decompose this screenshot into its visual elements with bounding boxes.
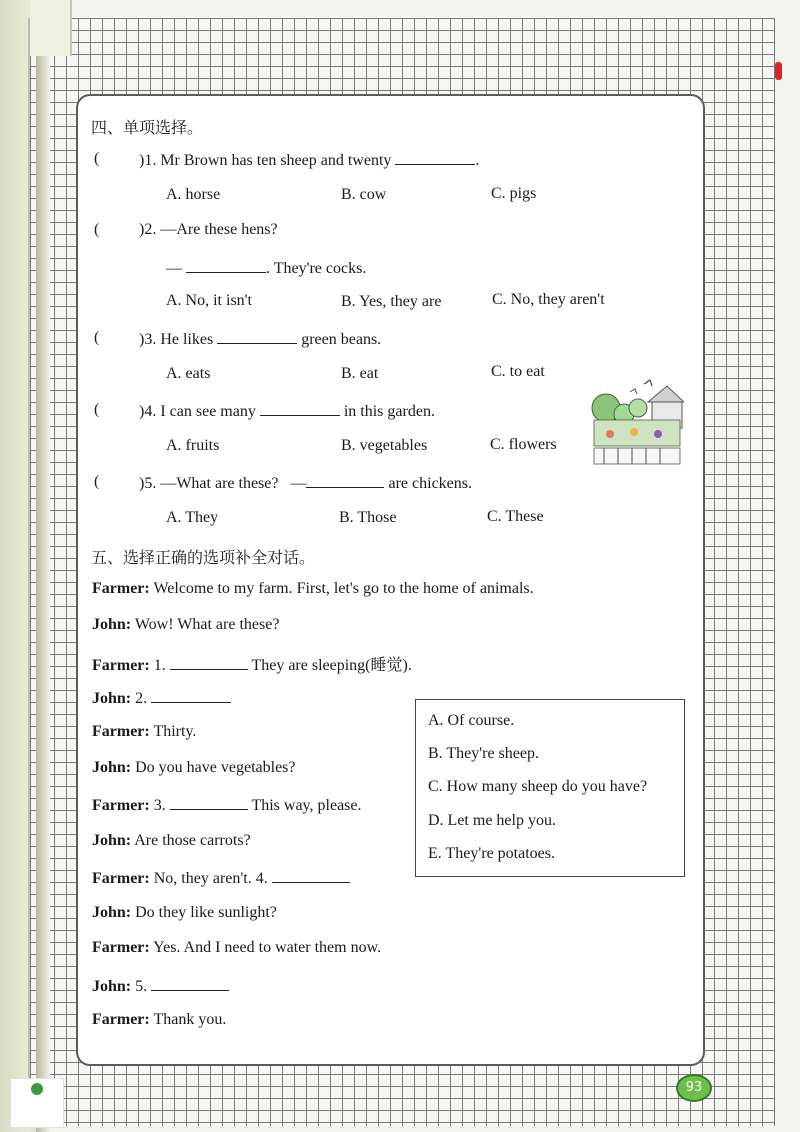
q3-option-a[interactable]: A. eats: [166, 365, 211, 382]
q2-option-a[interactable]: A. No, it isn't: [166, 292, 252, 309]
dialog-line-13: [92, 1011, 226, 1029]
garden-illustration: [590, 378, 684, 468]
section5-title: 五、选择正确的选项补全对话。: [91, 548, 316, 567]
q2-tail: . They're cocks.: [266, 260, 367, 277]
q3-option-c[interactable]: C. to eat: [491, 363, 545, 380]
speaker: John:: [92, 978, 132, 995]
dialog-line-8: [92, 832, 251, 850]
q2-text: )2. —Are these hens?: [139, 221, 278, 238]
page-edge: [36, 0, 50, 1132]
q1-paren: (: [94, 150, 100, 167]
q2-line2: [166, 258, 366, 278]
page-number-badge: 93: [676, 1074, 712, 1102]
speaker: Farmer:: [92, 797, 150, 814]
option-c[interactable]: C. How many sheep do you have?: [428, 778, 648, 795]
dialog-line-1: [92, 580, 534, 598]
speaker: John:: [92, 690, 132, 707]
q3-tail: green beans.: [301, 331, 382, 348]
dialog-text: 5.: [135, 978, 148, 995]
q2-paren: (: [94, 221, 100, 238]
option-b[interactable]: B. They're sheep.: [428, 745, 539, 762]
speaker: Farmer:: [92, 1011, 150, 1028]
dialog-line-6: [92, 759, 296, 777]
q1-row: [139, 150, 479, 170]
dialog-text: Wow! What are these?: [134, 616, 280, 633]
dialog-after: They are sleeping(睡觉).: [251, 657, 412, 674]
q4-paren: (: [94, 401, 100, 418]
dialog-line-7: [92, 795, 362, 815]
publisher-logo: [10, 1078, 64, 1128]
option-d[interactable]: D. Let me help you.: [428, 812, 556, 829]
q5-dash: —: [290, 475, 307, 492]
speaker: Farmer:: [92, 657, 150, 674]
q3-answer-blank[interactable]: [217, 329, 297, 344]
q1-option-b[interactable]: B. cow: [341, 186, 387, 203]
q5-option-c[interactable]: C. These: [487, 508, 544, 525]
speaker: John:: [92, 759, 132, 776]
dialog-text: 3.: [153, 797, 166, 814]
q5-answer-blank[interactable]: [306, 473, 384, 488]
logo-emblem-icon: [31, 1083, 43, 1095]
dialog-text: No, they aren't. 4.: [153, 870, 268, 887]
q1-option-c[interactable]: C. pigs: [491, 185, 537, 202]
speaker: Farmer:: [92, 939, 150, 956]
q2-dash: —: [166, 260, 182, 277]
q5-option-a[interactable]: A. They: [166, 509, 219, 526]
q5-tail: are chickens.: [388, 475, 472, 492]
dialog-text: Welcome to my farm. First, let's go to the home of animals.: [153, 580, 534, 597]
dialog-line-3: [92, 652, 412, 675]
dialog-blank-4[interactable]: [272, 868, 350, 883]
q4-tail: in this garden.: [343, 403, 435, 420]
section4-title: 四、单项选择。: [91, 118, 204, 137]
speaker: John:: [92, 832, 132, 849]
q1-answer-blank[interactable]: [395, 150, 475, 165]
q5-paren: (: [94, 473, 100, 490]
dialog-blank-2[interactable]: [151, 688, 231, 703]
dialog-blank-5[interactable]: [151, 976, 229, 991]
dialog-text: Do they like sunlight?: [135, 904, 277, 921]
q1-tail: .: [475, 152, 480, 169]
dialog-text: Are those carrots?: [134, 832, 251, 849]
q4-option-a[interactable]: A. fruits: [166, 437, 220, 454]
q4-option-b[interactable]: B. vegetables: [341, 437, 428, 454]
page-corner: [30, 0, 72, 56]
speaker: John:: [92, 904, 132, 921]
dialog-text: Yes. And I need to water them now.: [153, 939, 382, 956]
q1-text: )1. Mr Brown has ten sheep and twenty: [139, 152, 392, 169]
q4-text: )4. I can see many: [139, 403, 256, 420]
speaker: Farmer:: [92, 870, 150, 887]
q3-text: )3. He likes: [139, 331, 214, 348]
dialog-text: 2.: [135, 690, 148, 707]
dialog-text: 1.: [153, 657, 166, 674]
speaker: Farmer:: [92, 580, 150, 597]
q3-row: [139, 329, 381, 349]
q4-answer-blank[interactable]: [260, 401, 340, 416]
q5-option-b[interactable]: B. Those: [339, 509, 397, 526]
q3-paren: (: [94, 329, 100, 346]
dialog-line-2: [92, 616, 279, 634]
speaker: Farmer:: [92, 723, 150, 740]
dialog-text: Thank you.: [153, 1011, 227, 1028]
speaker: John:: [92, 616, 132, 633]
dialog-line-11: [92, 939, 381, 957]
options-box: [415, 699, 685, 877]
dialog-line-10: [92, 904, 277, 922]
dialog-blank-1[interactable]: [170, 655, 248, 670]
dialog-after: This way, please.: [251, 797, 362, 814]
q5-row: [139, 473, 472, 493]
bookmark-marker: [775, 62, 782, 80]
dialog-line-4: [92, 688, 231, 708]
q3-option-b[interactable]: B. eat: [341, 365, 379, 382]
q2-answer-blank[interactable]: [186, 258, 266, 273]
q2-option-c[interactable]: C. No, they aren't: [492, 291, 605, 308]
dialog-text: Do you have vegetables?: [135, 759, 296, 776]
option-e[interactable]: E. They're potatoes.: [428, 845, 555, 862]
dialog-line-5: [92, 723, 196, 741]
option-a[interactable]: A. Of course.: [428, 712, 515, 729]
q4-row: [139, 401, 435, 421]
q4-option-c[interactable]: C. flowers: [490, 436, 557, 453]
q2-option-b[interactable]: B. Yes, they are: [341, 293, 442, 310]
dialog-line-12: [92, 976, 229, 996]
dialog-text: Thirty.: [153, 723, 197, 740]
q1-option-a[interactable]: A. horse: [166, 186, 221, 203]
q5-text: )5. —What are these?: [139, 475, 279, 492]
dialog-blank-3[interactable]: [170, 795, 248, 810]
dialog-line-9: [92, 868, 350, 888]
